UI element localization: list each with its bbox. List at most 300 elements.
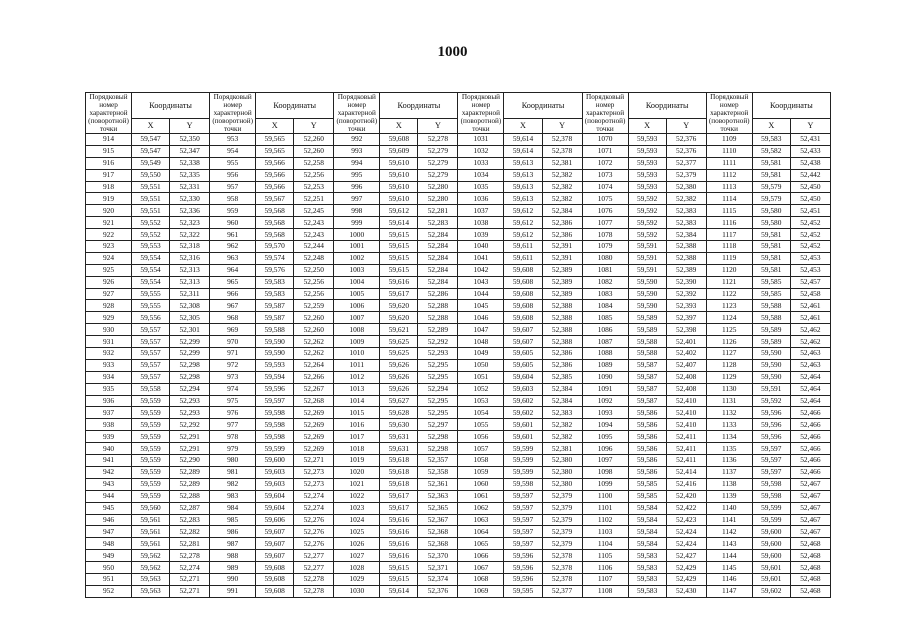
x-coordinate-cell: 59,589 [752,336,790,348]
table-row [86,312,831,324]
y-coordinate-cell: 52,389 [542,264,582,276]
point-number-cell: 993 [334,145,380,157]
x-coordinate-cell: 59,617 [380,490,418,502]
x-coordinate-cell: 59,600 [752,550,790,562]
point-number-cell: 1008 [334,324,380,336]
point-number-cell: 916 [86,157,132,169]
y-coordinate-cell: 52,408 [666,371,706,383]
point-number-cell: 1069 [458,585,504,597]
y-coordinate-cell: 52,384 [542,383,582,395]
y-coordinate-cell: 52,410 [666,407,706,419]
point-number-cell: 1113 [706,181,752,193]
x-coordinate-cell: 59,590 [256,348,294,360]
point-number-cell: 958 [210,193,256,205]
x-coordinate-cell: 59,590 [752,348,790,360]
point-number-cell: 1058 [458,455,504,467]
x-coordinate-cell: 59,600 [752,526,790,538]
x-coordinate-cell: 59,582 [752,145,790,157]
point-number-cell: 1131 [706,395,752,407]
y-coordinate-cell: 52,286 [418,288,458,300]
y-coordinate-cell: 52,294 [418,383,458,395]
y-coordinate-cell: 52,278 [418,134,458,146]
point-number-cell: 923 [86,241,132,253]
point-number-cell: 933 [86,359,132,371]
point-number-cell: 936 [86,395,132,407]
point-number-cell: 996 [334,181,380,193]
y-coordinate-cell: 52,365 [418,502,458,514]
x-coordinate-cell: 59,589 [752,324,790,336]
point-number-cell: 1023 [334,502,380,514]
x-coordinate-cell: 59,601 [752,573,790,585]
x-coordinate-cell: 59,576 [256,264,294,276]
y-coordinate-cell: 52,298 [170,371,210,383]
x-coordinate-cell: 59,597 [504,514,542,526]
x-coordinate-cell: 59,617 [380,288,418,300]
x-coordinate-cell: 59,559 [132,419,170,431]
x-coordinate-cell: 59,616 [380,276,418,288]
x-coordinate-cell: 59,597 [752,443,790,455]
header-y: Y [170,118,210,133]
y-coordinate-cell: 52,260 [294,134,334,146]
x-coordinate-cell: 59,562 [132,550,170,562]
point-number-cell: 1140 [706,502,752,514]
x-coordinate-cell: 59,597 [504,526,542,538]
x-coordinate-cell: 59,610 [380,193,418,205]
y-coordinate-cell: 52,311 [170,288,210,300]
point-number-cell: 943 [86,478,132,490]
x-coordinate-cell: 59,581 [752,229,790,241]
y-coordinate-cell: 52,262 [294,336,334,348]
y-coordinate-cell: 52,243 [294,217,334,229]
point-number-cell: 1144 [706,550,752,562]
x-coordinate-cell: 59,568 [256,205,294,217]
y-coordinate-cell: 52,388 [542,312,582,324]
y-coordinate-cell: 52,301 [170,324,210,336]
point-number-cell: 1117 [706,229,752,241]
point-number-cell: 1046 [458,312,504,324]
x-coordinate-cell: 59,568 [256,217,294,229]
point-number-cell: 944 [86,490,132,502]
x-coordinate-cell: 59,583 [628,585,666,597]
table-row [86,348,831,360]
y-coordinate-cell: 52,427 [666,550,706,562]
x-coordinate-cell: 59,597 [752,455,790,467]
x-coordinate-cell: 59,586 [628,466,666,478]
point-number-cell: 1073 [582,169,628,181]
point-number-cell: 1130 [706,383,752,395]
point-number-cell: 982 [210,478,256,490]
x-coordinate-cell: 59,590 [628,288,666,300]
y-coordinate-cell: 52,256 [294,288,334,300]
point-number-cell: 1038 [458,217,504,229]
x-coordinate-cell: 59,631 [380,431,418,443]
point-number-cell: 937 [86,407,132,419]
point-number-cell: 1034 [458,169,504,181]
point-number-cell: 1000 [334,229,380,241]
x-coordinate-cell: 59,607 [256,538,294,550]
y-coordinate-cell: 52,256 [294,169,334,181]
x-coordinate-cell: 59,584 [628,502,666,514]
x-coordinate-cell: 59,607 [504,324,542,336]
x-coordinate-cell: 59,612 [504,229,542,241]
point-number-cell: 1147 [706,585,752,597]
point-number-cell: 1049 [458,348,504,360]
table-row [86,431,831,443]
y-coordinate-cell: 52,411 [666,443,706,455]
x-coordinate-cell: 59,591 [628,252,666,264]
y-coordinate-cell: 52,276 [294,514,334,526]
y-coordinate-cell: 52,468 [790,562,830,574]
point-number-cell: 1055 [458,419,504,431]
x-coordinate-cell: 59,592 [628,229,666,241]
y-coordinate-cell: 52,377 [542,585,582,597]
point-number-cell: 953 [210,134,256,146]
table-row [86,455,831,467]
x-coordinate-cell: 59,613 [504,169,542,181]
point-number-cell: 1123 [706,300,752,312]
y-coordinate-cell: 52,378 [542,573,582,585]
y-coordinate-cell: 52,278 [170,550,210,562]
header-y: Y [542,118,582,133]
x-coordinate-cell: 59,598 [752,490,790,502]
x-coordinate-cell: 59,599 [504,455,542,467]
x-coordinate-cell: 59,585 [752,276,790,288]
point-number-cell: 1091 [582,383,628,395]
y-coordinate-cell: 52,305 [170,312,210,324]
x-coordinate-cell: 59,618 [380,478,418,490]
y-coordinate-cell: 52,266 [294,371,334,383]
point-number-cell: 1060 [458,478,504,490]
table-row [86,466,831,478]
x-coordinate-cell: 59,599 [504,466,542,478]
point-number-cell: 1097 [582,455,628,467]
point-number-cell: 1137 [706,466,752,478]
y-coordinate-cell: 52,386 [542,229,582,241]
x-coordinate-cell: 59,601 [504,431,542,443]
x-coordinate-cell: 59,565 [256,145,294,157]
header-point-number: Порядковый номер характерной (поворотной) точки [334,93,380,134]
point-number-cell: 1104 [582,538,628,550]
x-coordinate-cell: 59,583 [628,550,666,562]
point-number-cell: 995 [334,169,380,181]
point-number-cell: 991 [210,585,256,597]
x-coordinate-cell: 59,559 [132,466,170,478]
x-coordinate-cell: 59,559 [132,455,170,467]
point-number-cell: 1124 [706,312,752,324]
y-coordinate-cell: 52,268 [294,395,334,407]
x-coordinate-cell: 59,593 [628,157,666,169]
point-number-cell: 1087 [582,336,628,348]
point-number-cell: 975 [210,395,256,407]
table-row [86,145,831,157]
table-row [86,371,831,383]
point-number-cell: 1007 [334,312,380,324]
point-number-cell: 972 [210,359,256,371]
y-coordinate-cell: 52,450 [790,193,830,205]
x-coordinate-cell: 59,612 [380,205,418,217]
y-coordinate-cell: 52,279 [418,169,458,181]
header-coordinates: Координаты [752,93,830,119]
x-coordinate-cell: 59,597 [504,502,542,514]
y-coordinate-cell: 52,289 [170,466,210,478]
point-number-cell: 1033 [458,157,504,169]
y-coordinate-cell: 52,313 [170,276,210,288]
y-coordinate-cell: 52,382 [542,193,582,205]
y-coordinate-cell: 52,452 [790,229,830,241]
x-coordinate-cell: 59,620 [380,312,418,324]
table-row [86,134,831,146]
x-coordinate-cell: 59,588 [256,324,294,336]
y-coordinate-cell: 52,422 [666,502,706,514]
x-coordinate-cell: 59,600 [752,538,790,550]
x-coordinate-cell: 59,589 [628,312,666,324]
point-number-cell: 1136 [706,455,752,467]
y-coordinate-cell: 52,457 [790,276,830,288]
y-coordinate-cell: 52,388 [666,252,706,264]
x-coordinate-cell: 59,588 [752,300,790,312]
y-coordinate-cell: 52,466 [790,419,830,431]
point-number-cell: 1016 [334,419,380,431]
y-coordinate-cell: 52,293 [170,407,210,419]
point-number-cell: 1044 [458,288,504,300]
point-number-cell: 984 [210,502,256,514]
point-number-cell: 914 [86,134,132,146]
x-coordinate-cell: 59,592 [628,217,666,229]
x-coordinate-cell: 59,574 [256,252,294,264]
x-coordinate-cell: 59,560 [132,502,170,514]
y-coordinate-cell: 52,269 [294,443,334,455]
x-coordinate-cell: 59,581 [752,157,790,169]
point-number-cell: 954 [210,145,256,157]
x-coordinate-cell: 59,596 [752,419,790,431]
y-coordinate-cell: 52,393 [666,300,706,312]
point-number-cell: 1115 [706,205,752,217]
x-coordinate-cell: 59,552 [132,217,170,229]
y-coordinate-cell: 52,280 [418,181,458,193]
y-coordinate-cell: 52,384 [542,205,582,217]
y-coordinate-cell: 52,260 [294,145,334,157]
point-number-cell: 1066 [458,550,504,562]
header-point-number: Порядковый номер характерной (поворотной) точки [582,93,628,134]
y-coordinate-cell: 52,282 [170,526,210,538]
x-coordinate-cell: 59,556 [132,312,170,324]
x-coordinate-cell: 59,612 [504,217,542,229]
point-number-cell: 1109 [706,134,752,146]
x-coordinate-cell: 59,559 [132,478,170,490]
point-number-cell: 1068 [458,573,504,585]
table-row [86,502,831,514]
table-row [86,550,831,562]
x-coordinate-cell: 59,558 [132,383,170,395]
point-number-cell: 962 [210,241,256,253]
point-number-cell: 989 [210,562,256,574]
point-number-cell: 1009 [334,336,380,348]
y-coordinate-cell: 52,298 [418,431,458,443]
y-coordinate-cell: 52,382 [542,169,582,181]
y-coordinate-cell: 52,420 [666,490,706,502]
x-coordinate-cell: 59,583 [628,562,666,574]
point-number-cell: 1004 [334,276,380,288]
point-number-cell: 1090 [582,371,628,383]
table-row [86,181,831,193]
x-coordinate-cell: 59,559 [132,431,170,443]
x-coordinate-cell: 59,559 [132,395,170,407]
x-coordinate-cell: 59,608 [504,288,542,300]
x-coordinate-cell: 59,590 [628,300,666,312]
x-coordinate-cell: 59,613 [504,181,542,193]
y-coordinate-cell: 52,384 [542,395,582,407]
y-coordinate-cell: 52,297 [418,419,458,431]
x-coordinate-cell: 59,598 [504,478,542,490]
point-number-cell: 1013 [334,383,380,395]
point-number-cell: 1121 [706,276,752,288]
y-coordinate-cell: 52,298 [170,359,210,371]
point-number-cell: 1051 [458,371,504,383]
table-row [86,157,831,169]
point-number-cell: 935 [86,383,132,395]
point-number-cell: 1083 [582,288,628,300]
y-coordinate-cell: 52,271 [170,585,210,597]
x-coordinate-cell: 59,610 [380,157,418,169]
x-coordinate-cell: 59,579 [752,193,790,205]
point-number-cell: 920 [86,205,132,217]
x-coordinate-cell: 59,592 [628,205,666,217]
y-coordinate-cell: 52,284 [418,252,458,264]
point-number-cell: 931 [86,336,132,348]
point-number-cell: 1012 [334,371,380,383]
header-y: Y [790,118,830,133]
x-coordinate-cell: 59,626 [380,359,418,371]
y-coordinate-cell: 52,391 [542,252,582,264]
y-coordinate-cell: 52,386 [542,359,582,371]
y-coordinate-cell: 52,453 [790,264,830,276]
point-number-cell: 1065 [458,538,504,550]
x-coordinate-cell: 59,588 [752,312,790,324]
table-row [86,573,831,585]
y-coordinate-cell: 52,463 [790,359,830,371]
table-row [86,562,831,574]
point-number-cell: 919 [86,193,132,205]
y-coordinate-cell: 52,376 [666,145,706,157]
y-coordinate-cell: 52,277 [294,550,334,562]
y-coordinate-cell: 52,269 [294,431,334,443]
point-number-cell: 1126 [706,336,752,348]
x-coordinate-cell: 59,566 [256,181,294,193]
point-number-cell: 961 [210,229,256,241]
x-coordinate-cell: 59,614 [380,585,418,597]
y-coordinate-cell: 52,281 [418,205,458,217]
point-number-cell: 1101 [582,502,628,514]
point-number-cell: 998 [334,205,380,217]
point-number-cell: 959 [210,205,256,217]
point-number-cell: 1020 [334,466,380,478]
x-coordinate-cell: 59,559 [132,490,170,502]
y-coordinate-cell: 52,269 [294,419,334,431]
point-number-cell: 956 [210,169,256,181]
coordinates-table [85,92,831,598]
x-coordinate-cell: 59,563 [132,573,170,585]
header-x: X [380,118,418,133]
header-point-number: Порядковый номер характерной (поворотной) точки [706,93,752,134]
point-number-cell: 979 [210,443,256,455]
x-coordinate-cell: 59,616 [380,538,418,550]
point-number-cell: 1103 [582,526,628,538]
table-row [86,169,831,181]
x-coordinate-cell: 59,551 [132,193,170,205]
point-number-cell: 934 [86,371,132,383]
y-coordinate-cell: 52,289 [170,478,210,490]
point-number-cell: 1003 [334,264,380,276]
y-coordinate-cell: 52,380 [542,478,582,490]
y-coordinate-cell: 52,318 [170,241,210,253]
x-coordinate-cell: 59,593 [628,169,666,181]
x-coordinate-cell: 59,591 [752,383,790,395]
x-coordinate-cell: 59,586 [628,455,666,467]
y-coordinate-cell: 52,411 [666,431,706,443]
point-number-cell: 1143 [706,538,752,550]
y-coordinate-cell: 52,273 [294,466,334,478]
y-coordinate-cell: 52,466 [790,466,830,478]
point-number-cell: 1048 [458,336,504,348]
x-coordinate-cell: 59,596 [504,550,542,562]
point-number-cell: 1092 [582,395,628,407]
x-coordinate-cell: 59,557 [132,359,170,371]
table-row [86,443,831,455]
point-number-cell: 1112 [706,169,752,181]
x-coordinate-cell: 59,615 [380,229,418,241]
x-coordinate-cell: 59,614 [380,217,418,229]
point-number-cell: 1056 [458,431,504,443]
point-number-cell: 915 [86,145,132,157]
y-coordinate-cell: 52,283 [170,514,210,526]
y-coordinate-cell: 52,467 [790,490,830,502]
point-number-cell: 1134 [706,431,752,443]
x-coordinate-cell: 59,570 [256,241,294,253]
table-row [86,252,831,264]
x-coordinate-cell: 59,554 [132,264,170,276]
x-coordinate-cell: 59,561 [132,514,170,526]
x-coordinate-cell: 59,595 [504,585,542,597]
x-coordinate-cell: 59,590 [752,359,790,371]
point-number-cell: 1036 [458,193,504,205]
x-coordinate-cell: 59,549 [132,157,170,169]
x-coordinate-cell: 59,588 [628,336,666,348]
point-number-cell: 1094 [582,419,628,431]
y-coordinate-cell: 52,461 [790,300,830,312]
y-coordinate-cell: 52,386 [542,348,582,360]
point-number-cell: 1146 [706,573,752,585]
y-coordinate-cell: 52,273 [294,478,334,490]
x-coordinate-cell: 59,593 [628,181,666,193]
header-point-number: Порядковый номер характерной (поворотной) точки [210,93,256,134]
y-coordinate-cell: 52,271 [170,573,210,585]
x-coordinate-cell: 59,555 [132,300,170,312]
y-coordinate-cell: 52,251 [294,193,334,205]
y-coordinate-cell: 52,410 [666,419,706,431]
y-coordinate-cell: 52,463 [790,348,830,360]
y-coordinate-cell: 52,397 [666,312,706,324]
y-coordinate-cell: 52,382 [666,193,706,205]
y-coordinate-cell: 52,379 [542,514,582,526]
point-number-cell: 924 [86,252,132,264]
header-point-number: Порядковый номер характерной (поворотной) точки [86,93,132,134]
x-coordinate-cell: 59,581 [752,169,790,181]
y-coordinate-cell: 52,368 [418,538,458,550]
x-coordinate-cell: 59,615 [380,264,418,276]
y-coordinate-cell: 52,299 [170,336,210,348]
x-coordinate-cell: 59,598 [256,419,294,431]
point-number-cell: 974 [210,383,256,395]
